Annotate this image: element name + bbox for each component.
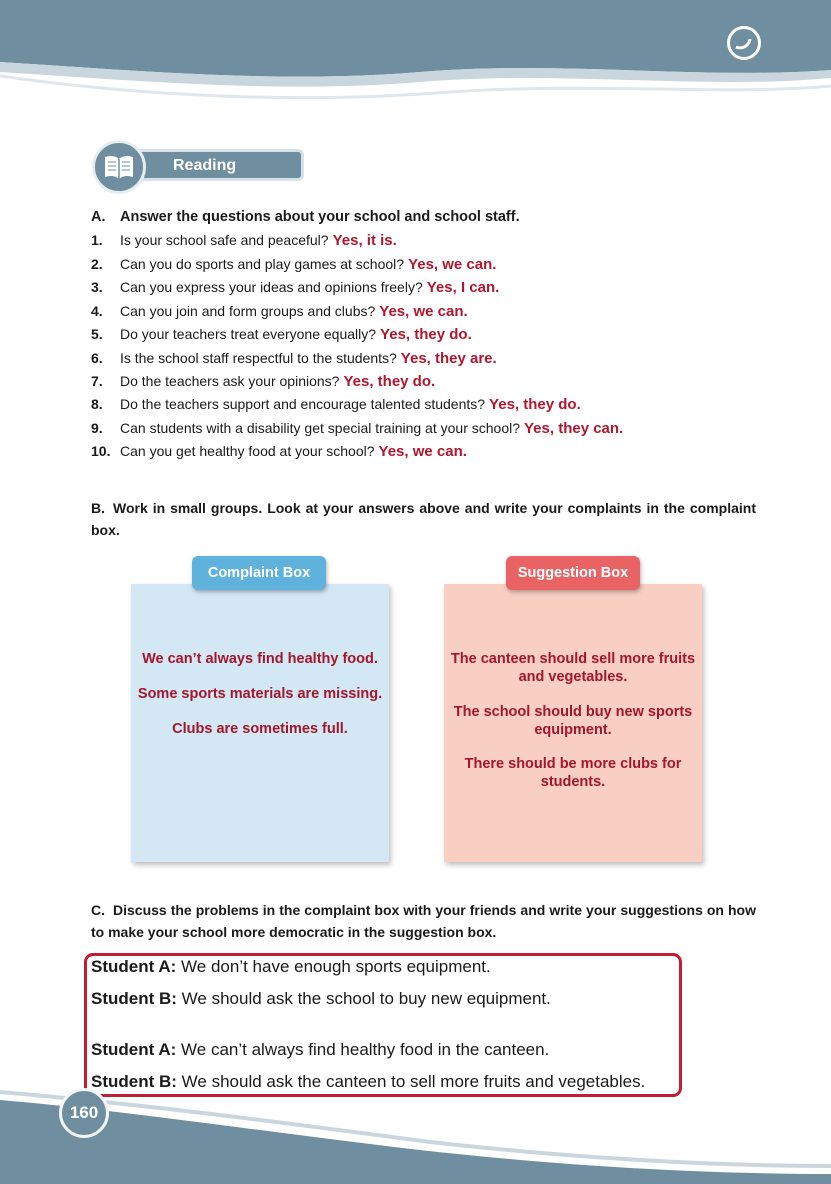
suggestion-line: There should be more clubs for xyxy=(464,756,682,772)
dialogue-text: We don’t have enough sports equipment. xyxy=(181,957,491,976)
question-answer: Yes, they do. xyxy=(489,396,581,413)
complaint-line: Some sports materials are missing. xyxy=(137,686,383,702)
section-b-instructions xyxy=(91,497,756,541)
header-wave-decoration xyxy=(0,0,831,130)
question-row xyxy=(91,443,467,460)
dialogue-line xyxy=(91,957,491,977)
section-c-letter: C. xyxy=(91,902,105,918)
suggestion-line: equipment. xyxy=(534,722,612,738)
question-number: 10. xyxy=(91,443,111,459)
question-text: Can students with a disability get special training at your school? xyxy=(120,420,520,436)
section-b-letter: B. xyxy=(91,500,105,516)
suggestion-box xyxy=(444,584,702,862)
question-text: Is the school staff respectful to the students? xyxy=(120,350,397,366)
dialogue-speaker: Student B: xyxy=(91,1072,177,1091)
question-text: Can you express your ideas and opinions freely? xyxy=(120,279,423,295)
reading-label: Reading xyxy=(173,157,237,174)
question-number: 8. xyxy=(91,396,103,412)
dialogue-speaker: Student A: xyxy=(91,957,177,976)
question-row xyxy=(91,396,581,413)
suggestion-line: and vegetables. xyxy=(518,669,628,685)
question-row xyxy=(91,303,468,320)
question-row xyxy=(91,232,397,249)
moon-icon xyxy=(727,26,761,60)
question-answer: Yes, I can. xyxy=(426,279,500,296)
question-answer: Yes, they do. xyxy=(380,326,472,343)
complaint-box xyxy=(131,584,389,862)
reading-section-tag xyxy=(92,140,312,196)
book-icon xyxy=(92,140,146,194)
question-text: Can you join and form groups and clubs? xyxy=(120,303,376,319)
section-b-text: Work in small groups. Look at your answers above and write your complaints in the complaint box. xyxy=(91,500,756,538)
section-c-instructions xyxy=(91,899,756,943)
suggestion-line: students. xyxy=(540,774,606,790)
dialogue-text: We should ask the school to buy new equipment. xyxy=(181,989,551,1008)
dialogue-text: We can’t always find healthy food in the canteen. xyxy=(181,1040,550,1059)
question-row xyxy=(91,420,623,437)
complaint-line: Clubs are sometimes full. xyxy=(172,721,348,737)
question-number: 7. xyxy=(91,373,103,389)
complaint-box-title: Complaint Box xyxy=(192,556,326,590)
section-a-title: Answer the questions about your school and school staff. xyxy=(120,209,520,225)
dialogue-text: We should ask the canteen to sell more fruits and vegetables. xyxy=(181,1072,646,1091)
dialogue-speaker: Student A: xyxy=(91,1040,177,1059)
question-answer: Yes, it is. xyxy=(332,232,397,249)
question-number: 5. xyxy=(91,326,103,342)
question-text: Do the teachers support and encourage talented students? xyxy=(120,396,486,412)
suggestion-line: The canteen should sell more fruits xyxy=(450,651,696,667)
question-answer: Yes, they can. xyxy=(524,420,624,437)
suggestion-box-title: Suggestion Box xyxy=(506,556,640,590)
complaint-line: We can’t always find healthy food. xyxy=(142,651,378,667)
question-row xyxy=(91,279,499,296)
suggestion-line: The school should buy new sports xyxy=(453,704,693,720)
question-text: Is your school safe and peaceful? xyxy=(120,232,329,248)
dialogue-speaker: Student B: xyxy=(91,989,177,1008)
question-answer: Yes, they are. xyxy=(400,350,497,367)
dialogue-line xyxy=(91,1040,549,1060)
question-text: Can you do sports and play games at school? xyxy=(120,256,405,272)
section-c-text: Discuss the problems in the complaint box with your friends and write your suggestions on how to make your school more democratic in the suggestion box. xyxy=(91,902,756,940)
section-a-heading xyxy=(91,209,520,225)
dialogue-line xyxy=(91,989,551,1009)
question-row xyxy=(91,256,496,273)
question-row xyxy=(91,326,472,343)
question-answer: Yes, we can. xyxy=(379,303,468,320)
question-answer: Yes, we can. xyxy=(378,443,467,460)
question-number: 2. xyxy=(91,256,103,272)
question-number: 9. xyxy=(91,420,103,436)
footer-wave-decoration xyxy=(0,1070,831,1184)
question-number: 1. xyxy=(91,232,103,248)
question-number: 4. xyxy=(91,303,103,319)
question-row xyxy=(91,350,497,367)
question-number: 3. xyxy=(91,279,103,295)
question-row xyxy=(91,373,435,390)
section-a-letter: A. xyxy=(91,209,106,225)
question-text: Do the teachers ask your opinions? xyxy=(120,373,340,389)
question-number: 6. xyxy=(91,350,103,366)
reading-label-pill xyxy=(132,149,304,181)
question-text: Do your teachers treat everyone equally? xyxy=(120,326,377,342)
question-answer: Yes, we can. xyxy=(408,256,497,273)
question-text: Can you get healthy food at your school? xyxy=(120,443,375,459)
question-answer: Yes, they do. xyxy=(343,373,436,390)
page-number: 160 xyxy=(59,1088,109,1138)
